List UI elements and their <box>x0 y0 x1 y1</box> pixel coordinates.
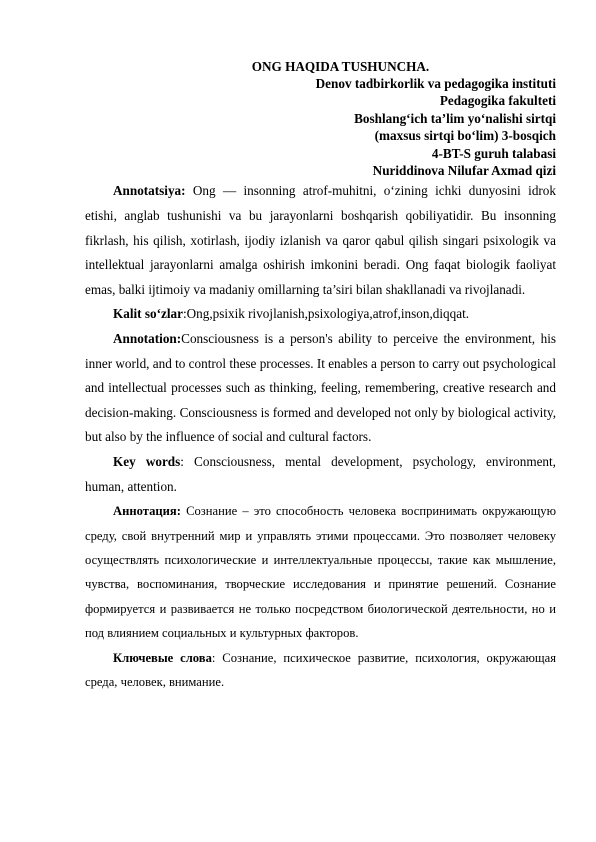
affiliation-direction: Boshlang‘ich ta’lim yo‘nalishi sirtqi <box>354 110 556 126</box>
annotation-label: Annotation: <box>113 331 182 346</box>
annotaciya-label: Аннотация: <box>113 504 181 519</box>
annotation-text: Consciousness is a person's ability to perceive the environment, his inner world, and to control these processes. It enables a person to carry out psychological and intellectual processes such as thinking, feeling, remembering, creative research and decision-making. Consciousness is formed and developed not only by biological activity, but also by the influence of social and cultural factors. <box>85 331 556 445</box>
annotatsiya-label: Annotatsiya: <box>113 183 186 199</box>
kalit-sozlar-paragraph <box>85 302 556 327</box>
author-affiliation-block <box>85 75 556 179</box>
annotation-paragraph <box>85 327 556 450</box>
annotaciya-paragraph <box>85 499 556 645</box>
affiliation-institute: Denov tadbirkorlik va pedagogika instituti <box>315 76 556 91</box>
annotatsiya-text: Ong — insonning atrof-muhitni, o‘zining ichki dunyosini idrok etishi, anglab tushunishi va bu jarayonlarni boshqarish qobiliyatidir. Bu insonning fikrlash, his qilish, xotirlash, ijodiy izlanish va qaror qabul qilish singari psixologik va intellektual jarayonlarni amalga oshirish imkonini beradi. Ong faqat biologik faoliyat emas, balki ijtimoiy va madaniy omillarning ta’siri bilan shakllanadi va rivojlanadi. <box>85 183 556 297</box>
annotaciya-text: Сознание – это способность человека воспринимать окружающую среду, свой внутренний мир и управлять этими процессами. Это позволяет человеку осуществлять психологические и интеллектуальные процессы, такие как мышление, чувства, воспоминания, творческие исследования и принятие решений. Сознание формируется и развивается не только посредством биологической деятельности, но и под влиянием социальных и культурных факторов. <box>85 504 556 641</box>
keywords-paragraph <box>85 450 556 499</box>
klyuchevye-slova-text: : Сознание, психическое развитие, психология, окружающая среда, человек, внимание. <box>85 650 556 689</box>
klyuchevye-slova-label: Ключевые слова <box>113 650 212 665</box>
article-title: ONG HAQIDA TUSHUNCHA. <box>251 59 430 74</box>
author-name: Nuriddinova Nilufar Axmad qizi <box>372 163 556 179</box>
kalit-sozlar-label: Kalit so‘zlar <box>113 306 183 322</box>
annotatsiya-paragraph <box>85 179 556 302</box>
kalit-sozlar-text: :Ong,psixik rivojlanish,psixologiya,atrof,inson,diqqat. <box>182 306 470 322</box>
keywords-label: Key words <box>113 453 181 469</box>
affiliation-group: 4-BT-S guruh talabasi <box>431 145 556 161</box>
affiliation-department: (maxsus sirtqi bo‘lim) 3-bosqich <box>374 128 556 144</box>
affiliation-faculty: Pedagogika fakulteti <box>439 93 556 109</box>
klyuchevye-slova-paragraph <box>85 646 556 695</box>
keywords-text: : Consciousness, mental development, psychology, environment, human, attention. <box>85 453 556 494</box>
